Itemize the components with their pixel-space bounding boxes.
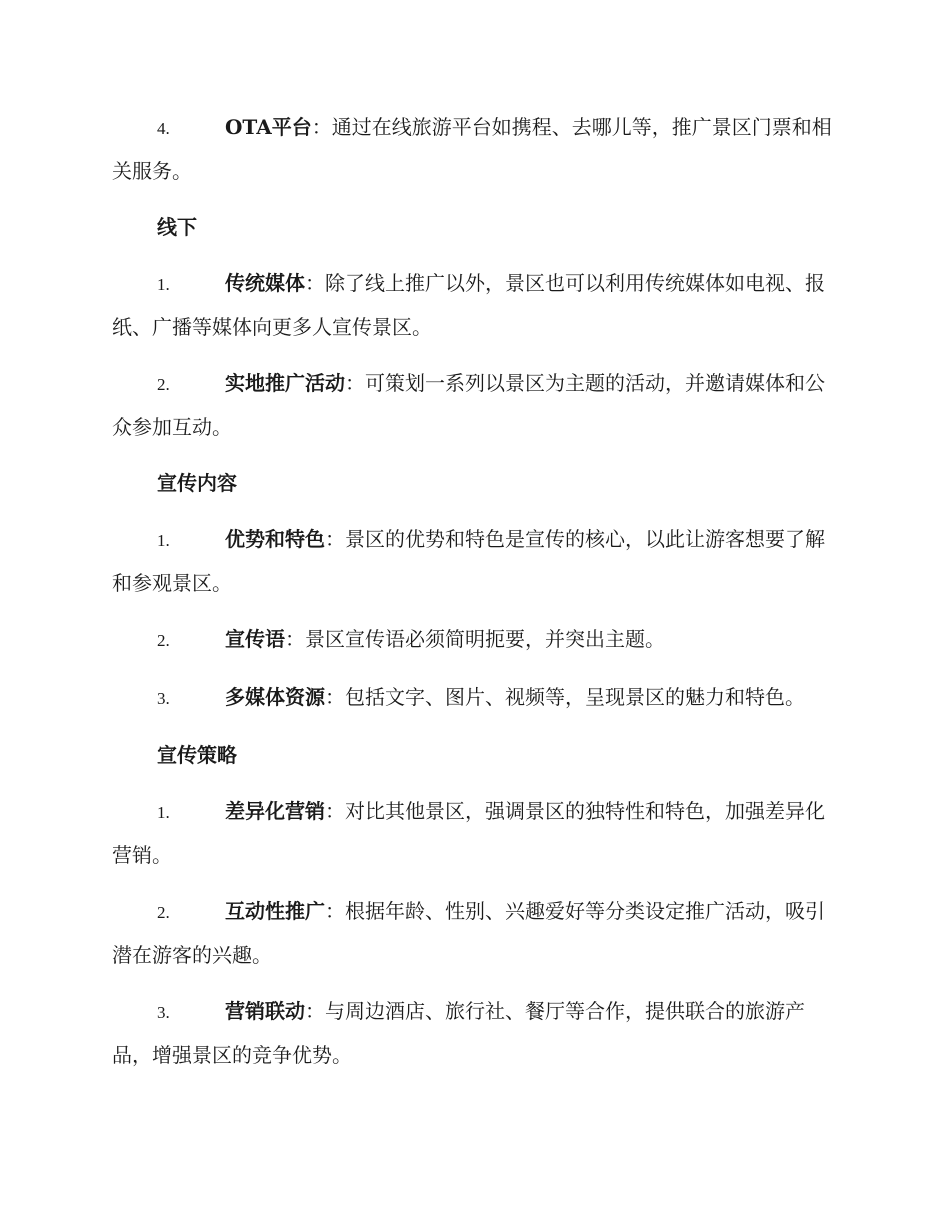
item-separator: ： [305, 999, 325, 1023]
list-item [112, 362, 842, 448]
list-item [112, 518, 842, 604]
document-body [112, 106, 842, 1090]
item-text: 根据年龄、性别、兴趣爱好等分类设定推广活动，吸引潜在游客的兴趣。 [112, 899, 825, 967]
item-number: 2. [157, 375, 170, 394]
item-term: 优势和特色 [225, 527, 325, 551]
item-text: 包括文字、图片、视频等，呈现景区的魅力和特色。 [345, 685, 805, 709]
item-separator: ： [325, 685, 345, 709]
list-item [112, 676, 842, 720]
item-text: 景区宣传语必须简明扼要，并突出主题。 [305, 627, 665, 651]
item-separator: ： [285, 627, 305, 651]
item-text: 通过在线旅游平台如携程、去哪儿等，推广景区门票和相关服务。 [112, 115, 832, 183]
item-text: 可策划一系列以景区为主题的活动，并邀请媒体和公众参加互动。 [112, 371, 825, 439]
list-item [112, 990, 842, 1076]
list-item [112, 618, 842, 662]
item-number: 2. [157, 631, 170, 650]
item-term: 营销联动 [225, 999, 305, 1023]
item-term: OTA平台 [225, 115, 312, 139]
list-item [112, 262, 842, 348]
item-number: 1. [157, 275, 170, 294]
list-item [112, 790, 842, 876]
item-separator: ： [325, 527, 345, 551]
item-text: 景区的优势和特色是宣传的核心，以此让游客想要了解和参观景区。 [112, 527, 825, 595]
item-separator: ： [325, 899, 345, 923]
item-separator: ： [311, 115, 332, 139]
item-text: 对比其他景区，强调景区的独特性和特色，加强差异化营销。 [112, 799, 825, 867]
item-separator: ： [345, 371, 365, 395]
item-term: 互动性推广 [225, 899, 325, 923]
item-separator: ： [325, 799, 345, 823]
section-heading: 宣传内容 [157, 471, 237, 495]
item-number: 3. [157, 689, 170, 708]
item-number: 1. [157, 803, 170, 822]
item-separator: ： [305, 271, 325, 295]
section-heading: 宣传策略 [157, 743, 237, 767]
item-term: 多媒体资源 [225, 685, 325, 709]
item-number: 4. [157, 119, 170, 138]
item-number: 2. [157, 903, 170, 922]
list-item [112, 890, 842, 976]
item-term: 传统媒体 [225, 271, 305, 295]
item-term: 实地推广活动 [225, 371, 345, 395]
section-heading: 线下 [157, 215, 197, 239]
item-text: 与周边酒店、旅行社、餐厅等合作，提供联合的旅游产品，增强景区的竞争优势。 [112, 999, 805, 1067]
list-item [112, 106, 842, 192]
item-term: 差异化营销 [225, 799, 325, 823]
item-number: 1. [157, 531, 170, 550]
item-text: 除了线上推广以外，景区也可以利用传统媒体如电视、报纸、广播等媒体向更多人宣传景区。 [112, 271, 825, 339]
item-number: 3. [157, 1003, 170, 1022]
item-term: 宣传语 [225, 627, 285, 651]
